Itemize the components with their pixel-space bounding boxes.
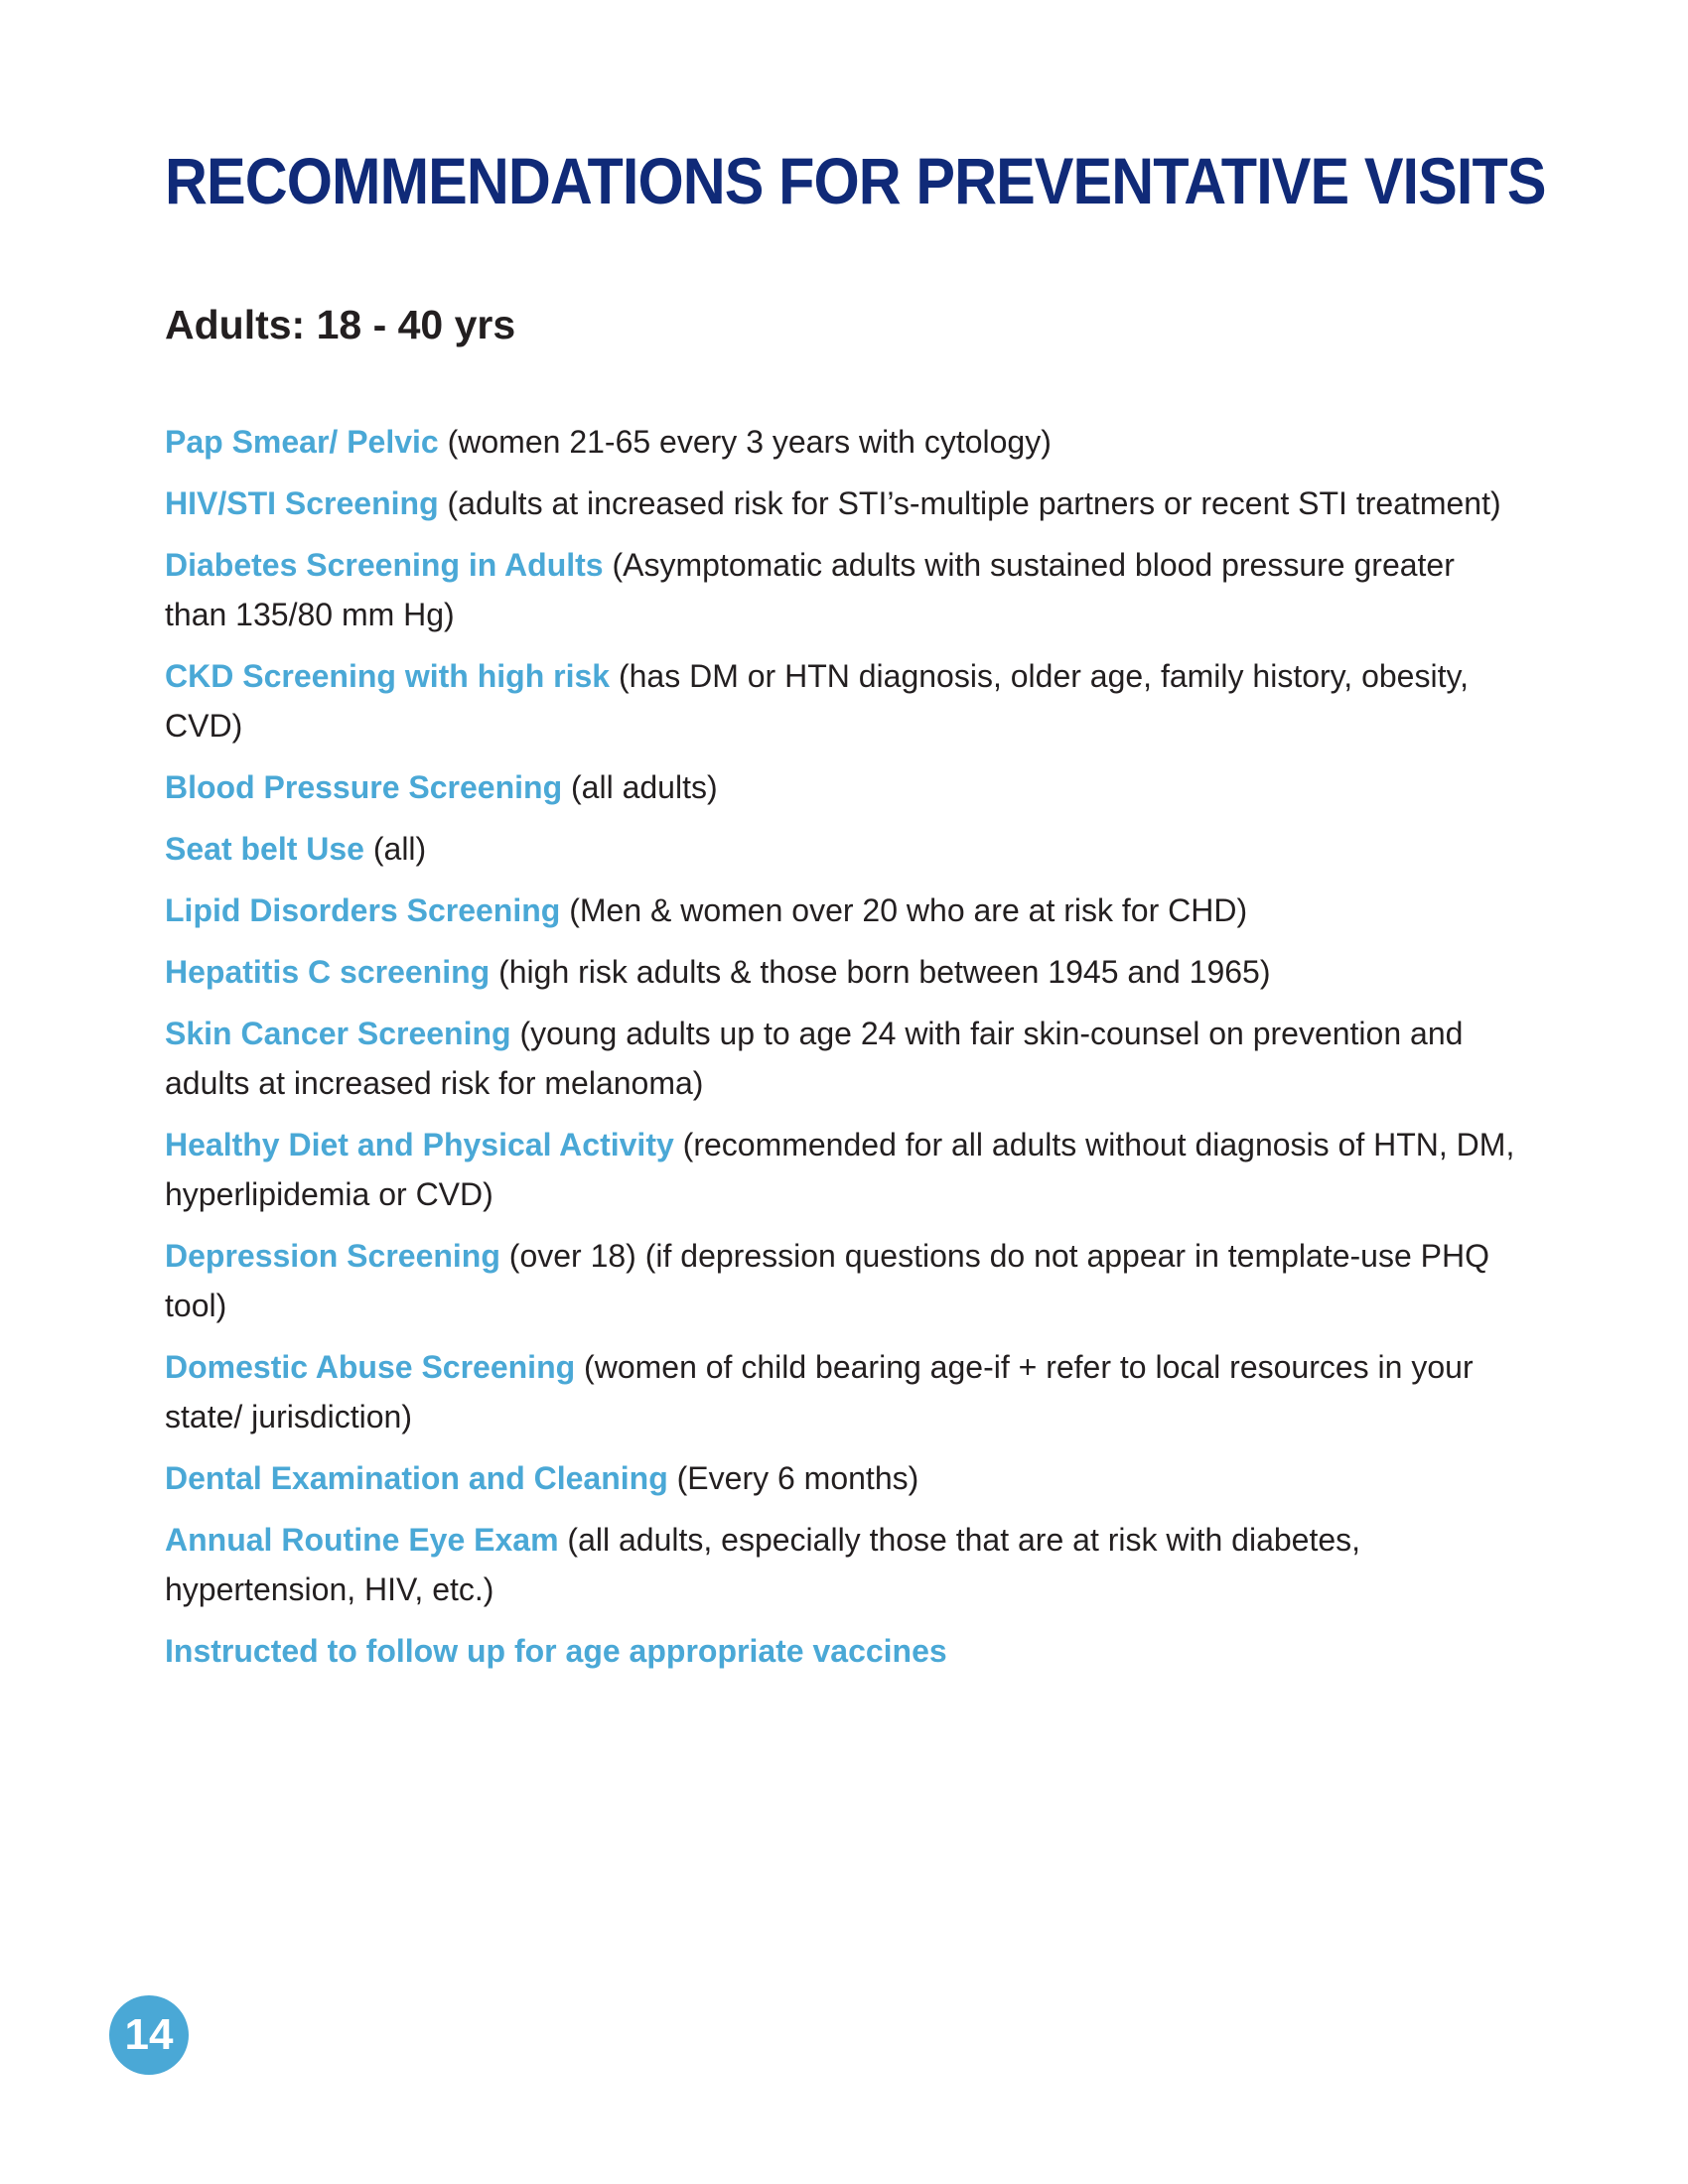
list-item: [165, 1120, 1515, 1219]
item-label: Hepatitis C screening: [165, 954, 491, 990]
list-item: [165, 478, 1515, 528]
recommendation-list: [165, 417, 1515, 1688]
item-label: Pap Smear/ Pelvic: [165, 424, 439, 460]
item-label: Seat belt Use: [165, 831, 364, 867]
item-detail: (all adults, especially those that are at risk with diabetes, hypertension, HIV, etc.): [165, 1522, 1361, 1607]
item-detail: (has DM or HTN diagnosis, older age, family history, obesity, CVD): [165, 658, 1469, 744]
section-subtitle: Adults: 18 - 40 yrs: [165, 302, 516, 347]
list-item: [165, 947, 1515, 997]
item-label: Depression Screening: [165, 1238, 500, 1274]
item-detail: (high risk adults & those born between 1945 and 1965): [490, 954, 1271, 990]
page-number: 14: [124, 2010, 174, 2059]
list-item: [165, 1009, 1515, 1108]
page-number-badge: [109, 1995, 189, 2075]
list-item: [165, 1626, 1515, 1676]
page-title: RECOMMENDATIONS FOR PREVENTATIVE VISITS: [165, 144, 1546, 217]
item-label: Healthy Diet and Physical Activity: [165, 1127, 674, 1162]
list-item: [165, 1231, 1515, 1330]
item-detail: (recommended for all adults without diagnosis of HTN, DM, hyperlipidemia or CVD): [165, 1127, 1515, 1212]
item-label: Instructed to follow up for age appropriate vaccines: [165, 1633, 947, 1669]
item-label: Diabetes Screening in Adults: [165, 547, 604, 583]
item-detail: (over 18) (if depression questions do not appear in template-use PHQ tool): [165, 1238, 1489, 1323]
list-item: [165, 1342, 1515, 1441]
item-detail: (Every 6 months): [667, 1460, 919, 1496]
item-label: HIV/STI Screening: [165, 485, 439, 521]
list-item: [165, 540, 1515, 639]
list-item: [165, 824, 1515, 874]
item-detail: (all): [363, 831, 427, 867]
item-detail: (young adults up to age 24 with fair skin-counsel on prevention and adults at increased risk for melanoma): [165, 1016, 1464, 1101]
item-label: Dental Examination and Cleaning: [165, 1460, 668, 1496]
item-label: Annual Routine Eye Exam: [165, 1522, 559, 1558]
list-item: [165, 1453, 1515, 1503]
list-item: [165, 1515, 1515, 1614]
item-label: Lipid Disorders Screening: [165, 892, 561, 928]
item-detail: (women 21-65 every 3 years with cytology): [438, 424, 1052, 460]
item-label: CKD Screening with high risk: [165, 658, 611, 694]
item-detail: (Asymptomatic adults with sustained blood pressure greater than 135/80 mm Hg): [165, 547, 1455, 632]
item-label: Skin Cancer Screening: [165, 1016, 511, 1051]
list-item: [165, 886, 1515, 935]
item-detail: (Men & women over 20 who are at risk for CHD): [560, 892, 1248, 928]
item-detail: (women of child bearing age-if + refer to local resources in your state/ jurisdiction): [165, 1349, 1474, 1434]
item-detail: (all adults): [562, 769, 718, 805]
item-detail: (adults at increased risk for STI’s-multiple partners or recent STI treatment): [438, 485, 1501, 521]
list-item: [165, 651, 1515, 751]
item-label: Blood Pressure Screening: [165, 769, 563, 805]
list-item: [165, 417, 1515, 467]
item-label: Domestic Abuse Screening: [165, 1349, 576, 1385]
list-item: [165, 762, 1515, 812]
